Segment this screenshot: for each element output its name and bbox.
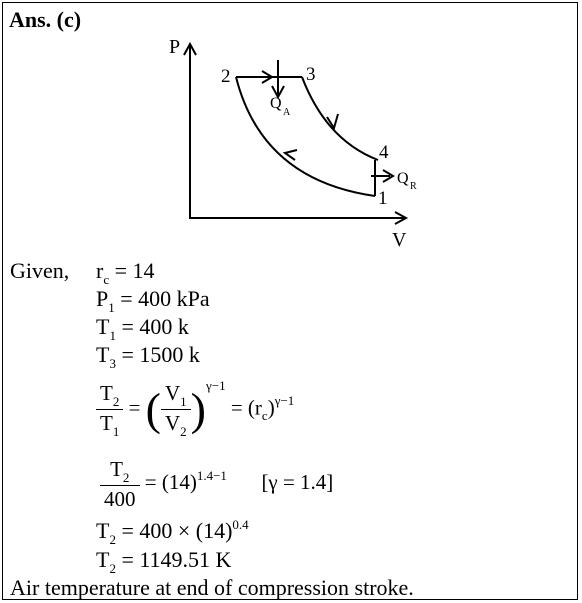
- equation-temperature-ratio: $\frac{T_2}{T_1}$ = ( $\frac{V_1}{V_2}$ )$^{\gamma-1} = (r_c)^{\gamma-1}$: [96, 380, 294, 439]
- answer-label: Ans. (c): [9, 7, 82, 32]
- equation-t2-over-400: $\frac{T_2}{400}$ = $(14)^{1.4-1}$ [γ = 1.4]: [100, 456, 333, 512]
- given-t1: $T_1 = 400$ k: [96, 314, 189, 343]
- point-2-label: 2: [221, 66, 231, 87]
- given-label: Given,: [10, 258, 70, 283]
- point-3-label: 3: [306, 64, 316, 85]
- conclusion-text: Air temperature at end of compression stroke.: [10, 575, 414, 600]
- v1-over-v2-fraction: $\frac{V_1}{V_2}$: [161, 380, 191, 439]
- process-1-2: [236, 77, 375, 196]
- process-1-2-arrow: [285, 150, 297, 160]
- v-axis-label: V: [392, 229, 407, 251]
- p-axis-label: P: [169, 36, 181, 58]
- pv-diagram: [0, 0, 582, 260]
- given-rc: $r_c = 14$: [96, 258, 155, 287]
- heat-in-subscript: A: [283, 107, 291, 118]
- process-3-4: [302, 77, 378, 160]
- given-p1: $P_1 = 400$ kPa: [96, 286, 210, 315]
- equation-t2-result: $T_2 = 1149.51$ K: [96, 547, 232, 576]
- point-4-label: 4: [379, 142, 389, 163]
- point-1-label: 1: [378, 188, 388, 209]
- given-t3: $T_3 = 1500$ k: [96, 342, 200, 371]
- heat-out-subscript: R: [410, 181, 417, 192]
- t2-over-t1-fraction: $\frac{T_2}{T_1}$: [96, 380, 123, 439]
- equation-t2-expression: $T_2 = 400 \times (14)^{0.4}$: [96, 517, 249, 547]
- heat-out-label: Q: [397, 170, 409, 187]
- heat-in-label: Q: [270, 95, 282, 112]
- process-3-4-arrow: [327, 114, 338, 128]
- gamma-note: [γ = 1.4]: [261, 469, 334, 494]
- t2-over-400-fraction: $\frac{T_2}{400}$: [100, 456, 140, 512]
